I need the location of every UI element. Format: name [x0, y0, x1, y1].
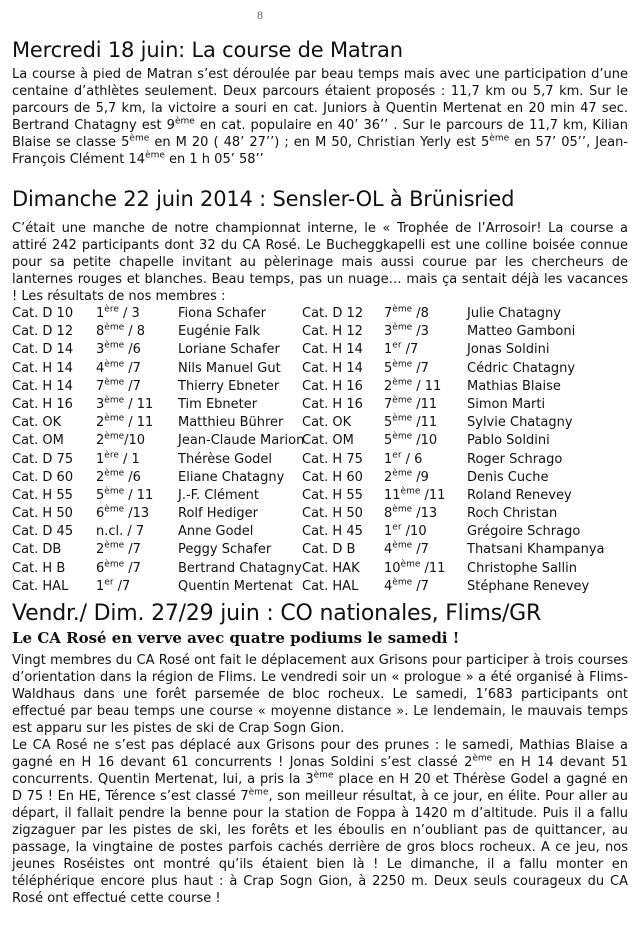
result-category: Cat. H 60	[302, 469, 363, 485]
section-body-flims	[12, 652, 628, 907]
result-rank: 5ème / 11	[96, 486, 154, 503]
result-category: Cat. H 14	[302, 342, 363, 358]
result-category: Cat. OM	[12, 433, 64, 449]
result-rank: 1er / 6	[384, 450, 423, 467]
result-rank: 6ème /7	[96, 559, 141, 576]
result-category: Cat. D 12	[302, 306, 364, 321]
result-rank: 1ère / 3	[96, 304, 140, 321]
result-category: Cat. HAK	[302, 560, 360, 576]
result-name: Denis Cuche	[467, 469, 549, 485]
result-name: Jonas Soldini	[467, 342, 550, 358]
result-row	[12, 415, 632, 433]
result-name: Fiona Schafer	[178, 306, 266, 321]
result-rank: 2ème/10	[96, 431, 146, 449]
result-name: Eugénie Falk	[178, 324, 261, 340]
section-title-flims: Vendr./ Dim. 27/29 juin : CO nationales, Flims/GR	[12, 601, 542, 626]
result-row	[12, 397, 632, 415]
result-category: Cat. H 45	[302, 524, 363, 540]
result-category: Cat. H 50	[302, 506, 363, 522]
result-name: Christophe Sallin	[467, 560, 578, 576]
result-category: Cat. D 60	[12, 469, 74, 485]
result-name: Peggy Schafer	[178, 542, 272, 558]
result-category: Cat. D 45	[12, 524, 74, 540]
result-row	[12, 488, 632, 506]
result-rank: n.cl. / 7	[96, 524, 145, 540]
section-title-sensler: Dimanche 22 juin 2014 : Sensler-OL à Brünisried	[12, 187, 515, 211]
result-category: Cat. OK	[302, 415, 352, 431]
result-row	[12, 342, 632, 360]
result-category: Cat. D 75	[12, 451, 74, 467]
result-rank: 2ème /7	[96, 541, 141, 558]
result-category: Cat. OK	[12, 415, 62, 431]
result-row	[12, 379, 632, 397]
result-name: Thérèse Godel	[178, 451, 273, 467]
result-row	[12, 306, 632, 324]
result-rank: 4ème /7	[384, 541, 429, 558]
result-rank: 2ème /6	[96, 468, 141, 485]
result-rank: 6ème /13	[96, 504, 150, 522]
results-table	[12, 306, 632, 597]
result-name: Matthieu Bührer	[178, 415, 284, 431]
result-category: Cat. H 50	[12, 506, 73, 522]
result-row	[12, 542, 632, 560]
result-rank: 3ème /3	[384, 322, 429, 340]
result-category: Cat. D B	[302, 542, 356, 558]
result-rank: 8ème / 8	[96, 322, 146, 340]
result-name: Tim Ebneter	[178, 396, 258, 412]
result-rank: 3ème / 11	[96, 395, 154, 412]
result-rank: 5ème /7	[384, 359, 429, 376]
result-row	[12, 561, 632, 579]
result-category: Cat. OM	[302, 433, 354, 449]
result-rank: 7ème /11	[384, 395, 438, 412]
result-rank: 7ème /8	[384, 304, 429, 321]
result-name: Sylvie Chatagny	[467, 415, 573, 431]
result-rank: 1ère / 1	[96, 450, 140, 467]
result-name: Rolf Hediger	[178, 506, 258, 522]
result-category: Cat. H 14	[302, 360, 363, 376]
result-rank: 5ème /10	[384, 431, 438, 449]
result-rank: 7ème /7	[96, 377, 141, 394]
result-row	[12, 524, 632, 542]
result-name: Roland Renevey	[467, 487, 572, 503]
result-row	[12, 324, 632, 342]
result-name: Pablo Soldini	[467, 433, 550, 449]
result-category: Cat. D 10	[12, 306, 74, 321]
result-name: Roch Christan	[467, 506, 558, 522]
result-name: Thatsani Khampanya	[467, 542, 605, 558]
result-name: Jean-Claude Marion	[178, 433, 305, 449]
result-rank: 1er /10	[384, 522, 427, 540]
flims-paragraph-2: Le CA Rosé ne s’est pas déplacé aux Grisons pour des prunes : le samedi, Mathias Blaise a gagné en H 16 devant 61 concurrents ! Jonas Soldini s’est classé 2ème en H 14 devant 51 concurrents. Quentin Mertenat, lui, a pris la 3ème place en H 20 et Thérèse Godel a gagné en D 75 ! En HE, Térence s’est classé 7ème, son meilleur résultat, à ce jour, en élite. Pour aller au départ, il fallait pendre la benne pour la station de Foppa à 1420 m d’altitude. Puis il a fallu zigzaguer par les pistes de ski, les forêts et les éboulis en n’oubliant pas de quittancer, au passage, la vingtaine de postes parfois cachés derrière de gros blocs rocheux. A ce jeu, nos jeunes Roséistes ont montré qu’ils étaient bien là ! Le dimanche, il a fallu monter en téléphérique encore plus haut : à Crap Sogn Gion, à 2250 m. Deux seuls courageux du CA Rosé ont effectué cette course !	[12, 738, 628, 906]
result-category: Cat. D 12	[12, 324, 74, 340]
result-rank: 1er /7	[96, 577, 131, 594]
result-name: Quentin Mertenat	[178, 578, 293, 594]
result-category: Cat. DB	[12, 542, 62, 558]
result-rank: 1er /7	[384, 341, 419, 358]
result-name: Roger Schrago	[467, 451, 563, 467]
result-category: Cat. H B	[12, 560, 66, 576]
result-rank: 5ème /11	[384, 413, 438, 431]
result-category: Cat. H 16	[302, 396, 363, 412]
result-category: Cat. HAL	[12, 578, 69, 594]
result-rank: 4ème /7	[384, 577, 429, 594]
result-name: Stéphane Renevey	[467, 578, 590, 594]
result-name: Loriane Schafer	[178, 342, 280, 358]
result-category: Cat. H 16	[12, 396, 73, 412]
section-title-matran: Mercredi 18 juin: La course de Matran	[12, 38, 403, 62]
result-name: Simon Marti	[467, 396, 546, 412]
result-name: Matteo Gamboni	[467, 324, 576, 340]
result-category: Cat. D 14	[12, 342, 74, 358]
result-rank: 3ème /6	[96, 341, 141, 358]
result-row	[12, 470, 632, 488]
result-rank: 2ème / 11	[96, 413, 154, 431]
result-name: Mathias Blaise	[467, 378, 561, 394]
result-category: Cat. H 12	[302, 324, 363, 340]
result-rank: 8ème /13	[384, 504, 438, 522]
flims-paragraph-1: Vingt membres du CA Rosé ont fait le déplacement aux Grisons pour participer à trois courses d’orientation dans la région de Flims. Le vendredi soir un « prologue » a été organisé à Flims-Waldhaus dans une forêt parsemée de bloc rocheux. Le samedi, 1’683 participants ont effectué par beau temps une course « moyenne distance ». Le lendemain, le mauvais temps est apparu sur les pistes de ski de Crap Sogn Gion.	[12, 653, 628, 736]
result-row	[12, 506, 632, 524]
result-rank: 10ème /11	[384, 559, 446, 576]
result-name: Julie Chatagny	[467, 306, 561, 321]
result-row	[12, 579, 632, 597]
result-name: Cédric Chatagny	[467, 360, 576, 376]
result-name: Anne Godel	[178, 524, 254, 540]
result-category: Cat. HAL	[302, 578, 359, 594]
result-row	[12, 452, 632, 470]
result-category: Cat. H 55	[12, 487, 73, 503]
result-name: Nils Manuel Gut	[178, 360, 281, 376]
section-subtitle-flims: Le CA Rosé en verve avec quatre podiums le samedi !	[12, 629, 460, 647]
result-name: Thierry Ebneter	[178, 378, 280, 394]
result-name: Bertrand Chatagny	[178, 560, 302, 576]
result-rank: 11ème /11	[384, 486, 446, 503]
result-category: Cat. H 14	[12, 360, 73, 376]
result-name: Eliane Chatagny	[178, 469, 285, 485]
result-row	[12, 433, 632, 451]
page-number: 8	[257, 8, 263, 22]
result-name: Grégoire Schrago	[467, 524, 581, 540]
result-rank: 4ème /7	[96, 359, 141, 376]
result-category: Cat. H 55	[302, 487, 363, 503]
result-rank: 2ème / 11	[384, 377, 442, 394]
result-rank: 2ème /9	[384, 468, 429, 485]
result-category: Cat. H 14	[12, 378, 73, 394]
result-name: J.-F. Clément	[178, 487, 259, 503]
section-body-sensler: C’était une manche de notre championnat interne, le « Trophée de l’Arrosoir! La course a attiré 242 participants dont 32 du CA Rosé. Le Bucheggkapelli est une colline boisée connue pour sa petite chapelle invitant au pèlerinage mais aussi courue par les chercheurs de lanternes rouges et blanches. Beau temps, pas un nuage… mais ça sentait déjà les vacances ! Les résultats de nos membres :	[12, 221, 628, 304]
result-category: Cat. H 16	[302, 378, 363, 394]
section-body-matran: La course à pied de Matran s’est déroulée par beau temps mais avec une participation d’une centaine d’athlètes seulement. Deux parcours étaient proposés : 11,7 km ou 5,7 km. Sur le parcours de 5,7 km, la victoire a souri en cat. Juniors à Quentin Mertenat en 20 min 47 sec. Bertrand Chatagny est 9ème en cat. populaire en 40’ 36’’ . Sur le parcours de 11,7 km, Kilian Blaise se classe 5ème en M 20 ( 48’ 27’’) ; en M 50, Christian Yerly est 5ème en 57’ 05’’, Jean-François Clément 14ème en 1 h 05’ 58’’	[12, 67, 628, 167]
result-category: Cat. H 75	[302, 451, 363, 467]
